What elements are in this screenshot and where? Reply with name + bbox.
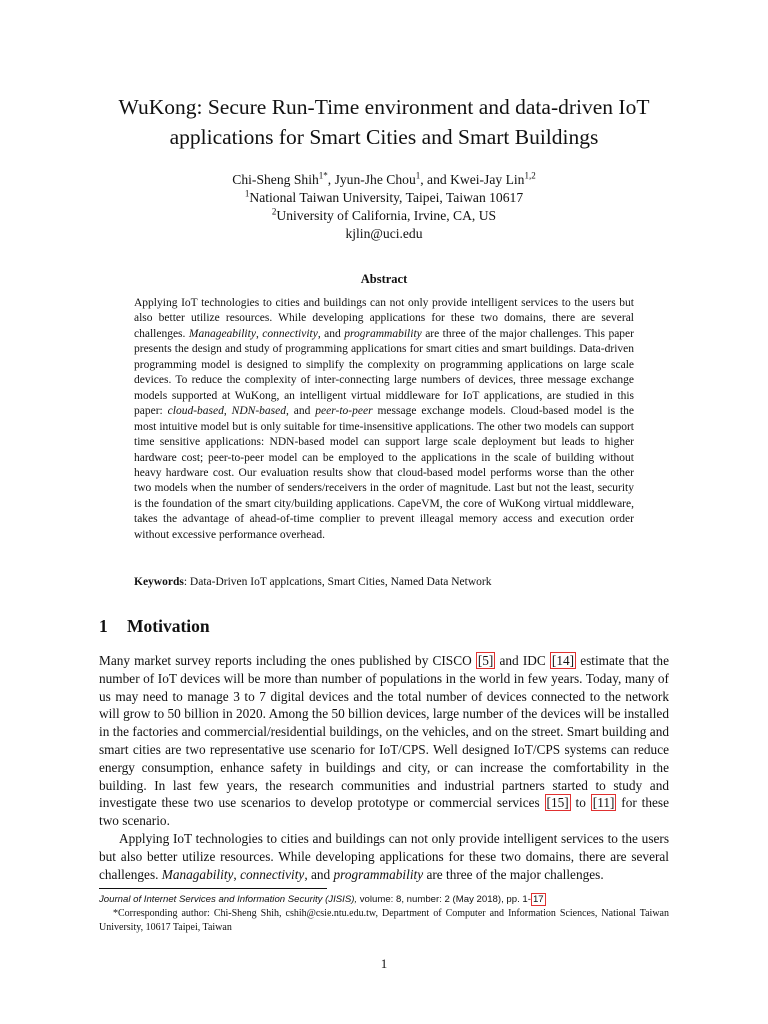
text-run: Applying IoT technologies to cities and buildings can not only provide intelligent services to the users but also better utilize resources. While developing applications for these two domains, there are several challenges.	[99, 830, 669, 882]
abstract-emph: Manageability	[188, 327, 256, 340]
abstract-emph: peer-to-peer	[315, 405, 373, 418]
citation-link[interactable]: [5]	[477, 653, 494, 668]
corresponding-author-footnote: *Corresponding author: Chi-Sheng Shih, cshih@csie.ntu.edu.tw, Department of Computer and Information Sciences, National Taiwan University, 10617 Taipei, Taiwan	[99, 908, 669, 933]
author-2-sup: 1	[415, 170, 421, 181]
author-names: Chi-Sheng Shih$^{1*}$, Jyun-Jhe Chou$^1$, and Kwei-Jay Lin$^{1,2}$	[232, 170, 536, 187]
abstract-part: ,	[255, 327, 263, 340]
text-run: for these two scenario.	[99, 795, 669, 829]
paragraph	[99, 830, 669, 883]
author-3: Kwei-Jay Lin	[450, 172, 525, 187]
abstract-part: ,	[223, 405, 232, 418]
paragraph	[99, 652, 669, 830]
abstract-emph: connectivity	[262, 327, 318, 340]
title-line-2: applications for Smart Cities and Smart Buildings	[169, 125, 599, 149]
text-emph: programmability	[333, 866, 424, 882]
abstract-emph: cloud-based	[167, 405, 224, 418]
affiliation-2-text: University of California, Irvine, CA, US	[276, 208, 497, 223]
author-sep: , and	[420, 172, 451, 187]
text-run: , and	[304, 866, 334, 882]
author-1: Chi-Sheng Shih	[232, 172, 319, 187]
author-1-sup: 1*	[318, 170, 328, 181]
footnotes	[99, 893, 669, 935]
affiliation-1	[60, 189, 708, 207]
affiliation-2-sup: 2	[271, 206, 277, 217]
abstract-emph: NDN-based	[231, 405, 286, 418]
paper-title	[60, 92, 708, 152]
abstract-part: , and	[317, 327, 345, 340]
abstract-part: message exchange models. Cloud-based model is the most intuitive model but is only suitable for time-insensitive applications. The other two models can support time sensitive applications: NDN-based model can support large scale deployment but leads to higher hardware cost; peer-to-peer model can be employed to the applications in the scale of building without heavy hardware cost. Our evaluation results show that cloud-based model performs worse than the other two models when the number of senders/receivers in the order of magnitude. Last but not the least, security is the foundation of the smart city/building applications. CapeVM, the core of WuKong virtual middleware, takes the advantage of ahead-of-time complier to prevent illeagal memory access and execution order without excessive performance overhead.	[134, 405, 635, 541]
affiliation-1-text: National Taiwan University, Taipei, Taiwan 10617	[249, 190, 524, 205]
journal-details: volume: 8, number: 2 (May 2018), pp. 1-	[357, 894, 531, 905]
text-run: estimate that the number of IoT devices will be more than number of populations in the world in few years. Today, many of us may need to manage 3 to 7 digital devices and the total number of devices connected to the network will grow to 50 billion in 2020. Among the 50 billion devices, large number of the devices will be installed in the factories and commercial/residential buildings, on the vehicles, and on the street. Smart building and smart cities are two representative use scenario for IoT/CPS. Well designed IoT/CPS systems can reduce energy consumption, enhance safety in buildings and city, or can increase the comfortability in the building. In last few years, the research communities and industrial partners started to study and investigate these two use scenarios to develop prototype or commercial services	[99, 653, 669, 811]
abstract-text	[134, 296, 634, 543]
citation-link[interactable]: [11]	[592, 795, 615, 811]
body-text	[99, 652, 669, 883]
abstract-part: , and	[285, 405, 316, 418]
text-run: and IDC	[495, 653, 550, 668]
author-email: kjlin@uci.edu	[345, 226, 423, 241]
author-3-sup: 1,2	[524, 170, 536, 181]
abstract-part: are three of the major challenges. This paper presents the design and study of programming applications for smart cities and smart buildings. Data-driven programming model is designed to simplify the complexity on programming applications on large scale devices. To reduce the complexity of inter-connecting large numbers of devices, three message exchange models supported at WuKong, an intelligent virtual middleware for IoT applications, are studied in this paper:	[134, 327, 634, 418]
affiliation-1-sup: 1	[244, 188, 250, 199]
text-emph: connectivity	[240, 866, 305, 882]
author-2: Jyun-Jhe Chou	[334, 172, 416, 187]
text-run: ,	[233, 866, 241, 882]
abstract-emph: programmability	[344, 327, 422, 340]
affiliation-2	[60, 207, 708, 225]
abstract-part: Applying IoT technologies to cities and buildings can not only provide intelligent services to the users but also better utilize resources. While developing applications for these two domains, there are several challenges.	[134, 297, 634, 340]
text-run: are three of the major challenges.	[423, 866, 604, 882]
keywords	[134, 575, 634, 590]
page-range-link[interactable]: 17	[532, 894, 544, 905]
text-run: Many market survey reports including the ones published by CISCO	[99, 653, 476, 668]
author-block	[60, 171, 708, 243]
journal-footnote	[99, 893, 669, 907]
text-emph: Managability	[161, 866, 234, 882]
abstract-heading: Abstract	[360, 272, 408, 286]
citation-link[interactable]: [14]	[551, 653, 575, 668]
page-number: 1	[380, 956, 388, 971]
section-title: Motivation	[127, 616, 210, 636]
journal-name: Journal of Internet Services and Information Security (JISIS),	[99, 894, 358, 905]
title-line-1: WuKong: Secure Run-Time environment and data-driven IoT	[118, 95, 650, 119]
section-number: 1	[99, 616, 108, 636]
keywords-text: : Data-Driven IoT applcations, Smart Cities, Named Data Network	[183, 576, 492, 588]
footnote-rule	[99, 888, 327, 889]
citation-link[interactable]: [15]	[546, 795, 569, 811]
keywords-label: Keywords	[134, 576, 184, 588]
section-heading	[99, 616, 210, 637]
text-run: to	[570, 795, 591, 811]
